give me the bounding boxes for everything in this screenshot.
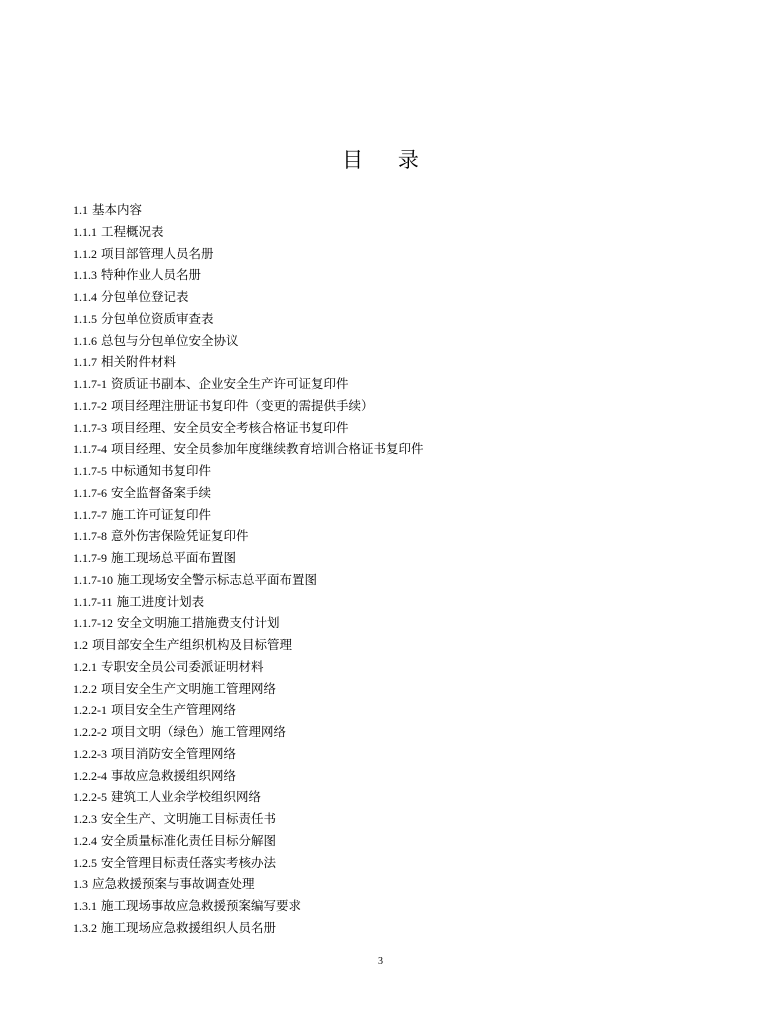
toc-entry-number: 1.2.1 <box>73 659 97 674</box>
toc-entry-title: 项目经理、安全员安全考核合格证书复印件 <box>111 419 349 435</box>
toc-entry <box>73 504 424 526</box>
toc-entry <box>73 199 424 221</box>
page-number: 3 <box>378 956 383 967</box>
toc-entry-number: 1.2.2-4 <box>73 768 107 783</box>
toc-entry-title: 事故应急救援组织网络 <box>111 767 237 783</box>
toc-entry-title: 安全质量标准化责任目标分解图 <box>101 832 277 848</box>
toc-entry <box>73 895 424 917</box>
toc-entry-title: 施工现场应急救援组织人员名册 <box>101 919 277 935</box>
toc-entry-title: 安全文明施工措施费支付计划 <box>117 615 280 631</box>
toc-entry-number: 1.1.2 <box>73 246 97 261</box>
toc-entry <box>73 482 424 504</box>
toc-entry <box>73 351 424 373</box>
toc-entry <box>73 830 424 852</box>
table-of-contents <box>73 199 424 939</box>
toc-entry-title: 基本内容 <box>92 202 143 217</box>
toc-entry <box>73 395 424 417</box>
toc-entry-number: 1.2.2-2 <box>73 725 107 739</box>
toc-entry <box>73 569 424 591</box>
toc-entry-title: 项目安全生产文明施工管理网络 <box>101 680 277 696</box>
toc-entry <box>73 699 424 721</box>
toc-entry-number: 1.3 <box>73 877 88 892</box>
toc-entry-title: 施工现场总平面布置图 <box>111 550 237 565</box>
toc-entry-number: 1.1.7-8 <box>73 529 107 544</box>
toc-entry-title: 项目经理注册证书复印件（变更的需提供手续） <box>111 397 374 413</box>
toc-entry-title: 项目部管理人员名册 <box>101 245 214 261</box>
toc-entry-number: 1.3.1 <box>73 899 97 913</box>
toc-entry-title: 项目文明（绿色）施工管理网络 <box>111 724 287 739</box>
toc-entry-number: 1.2.2-1 <box>73 703 107 718</box>
toc-entry <box>73 634 424 656</box>
toc-entry-title: 相关附件材料 <box>101 354 177 370</box>
toc-entry <box>73 547 424 569</box>
toc-entry-number: 1.1.7-6 <box>73 485 107 500</box>
toc-entry-number: 1.1.3 <box>73 268 97 283</box>
toc-entry-title: 资质证书副本、企业安全生产许可证复印件 <box>111 376 349 391</box>
toc-entry <box>73 743 424 765</box>
toc-entry <box>73 308 424 330</box>
toc-entry-title: 建筑工人业余学校组织网络 <box>111 789 262 805</box>
toc-entry-title: 项目部安全生产组织机构及目标管理 <box>92 637 293 652</box>
toc-entry-title: 施工现场事故应急救援预案编写要求 <box>101 898 302 913</box>
toc-entry <box>73 786 424 808</box>
page-title: 目 录 <box>342 148 433 172</box>
toc-entry-title: 项目安全生产管理网络 <box>111 702 237 718</box>
toc-entry-number: 1.2.2 <box>73 681 97 696</box>
toc-entry <box>73 917 424 939</box>
toc-entry <box>73 873 424 895</box>
toc-entry <box>73 721 424 743</box>
toc-entry <box>73 373 424 395</box>
toc-entry <box>73 417 424 439</box>
toc-entry-number: 1.1.7-5 <box>73 464 107 478</box>
toc-entry <box>73 243 424 265</box>
toc-entry-number: 1.1.7-7 <box>73 507 107 522</box>
toc-entry-number: 1.1.7-4 <box>73 442 107 457</box>
toc-entry <box>73 438 424 460</box>
toc-entry-title: 施工进度计划表 <box>116 593 205 609</box>
toc-entry-number: 1.1.7 <box>73 355 97 370</box>
toc-entry-number: 1.2.3 <box>73 812 97 826</box>
toc-entry <box>73 264 424 286</box>
toc-entry-number: 1.2 <box>73 638 88 652</box>
toc-entry-number: 1.1.7-2 <box>73 398 107 413</box>
toc-entry-number: 1.1 <box>73 203 88 217</box>
toc-entry-title: 意外伤害保险凭证复印件 <box>111 528 249 544</box>
toc-entry-title: 总包与分包单位安全协议 <box>101 332 239 348</box>
toc-entry-number: 1.2.5 <box>73 855 97 870</box>
toc-entry-title: 施工现场安全警示标志总平面布置图 <box>117 571 318 587</box>
toc-entry-title: 安全生产、文明施工目标责任书 <box>101 811 277 826</box>
toc-entry-title: 施工许可证复印件 <box>111 506 212 522</box>
toc-entry-title: 中标通知书复印件 <box>111 463 212 478</box>
toc-entry-number: 1.1.7-11 <box>73 594 113 609</box>
toc-entry-number: 1.1.5 <box>73 311 97 326</box>
toc-entry <box>73 678 424 700</box>
toc-entry-title: 工程概况表 <box>101 223 164 239</box>
toc-entry-number: 1.1.4 <box>73 290 97 304</box>
toc-entry <box>73 221 424 243</box>
toc-entry-title: 特种作业人员名册 <box>101 267 202 283</box>
toc-entry <box>73 525 424 547</box>
toc-entry <box>73 765 424 787</box>
toc-entry-number: 1.1.7-10 <box>73 572 113 587</box>
toc-entry-title: 安全管理目标责任落实考核办法 <box>101 854 277 870</box>
toc-entry-number: 1.2.4 <box>73 833 97 848</box>
toc-entry-number: 1.1.7-12 <box>73 616 113 631</box>
toc-entry-number: 1.1.1 <box>73 224 97 239</box>
toc-entry-number: 1.2.2-3 <box>73 746 107 761</box>
toc-entry-title: 项目消防安全管理网络 <box>111 745 237 761</box>
toc-entry-title: 专职安全员公司委派证明材料 <box>101 658 264 674</box>
toc-entry <box>73 591 424 613</box>
toc-entry-title: 项目经理、安全员参加年度继续教育培训合格证书复印件 <box>111 441 424 457</box>
toc-entry <box>73 460 424 482</box>
toc-entry-title: 分包单位资质审查表 <box>101 310 214 326</box>
toc-entry <box>73 612 424 634</box>
toc-entry-number: 1.2.2-5 <box>73 790 107 805</box>
toc-entry-title: 应急救援预案与事故调查处理 <box>92 876 255 892</box>
toc-entry-title: 安全监督备案手续 <box>111 484 212 500</box>
toc-entry-number: 1.1.7-9 <box>73 551 107 565</box>
toc-entry-number: 1.1.7-3 <box>73 420 107 435</box>
toc-entry-number: 1.1.6 <box>73 333 97 348</box>
toc-entry <box>73 852 424 874</box>
toc-entry-title: 分包单位登记表 <box>101 289 189 304</box>
toc-entry <box>73 286 424 308</box>
toc-entry <box>73 330 424 352</box>
toc-entry <box>73 656 424 678</box>
toc-entry <box>73 808 424 830</box>
toc-entry-number: 1.1.7-1 <box>73 377 107 391</box>
toc-entry-number: 1.3.2 <box>73 920 97 935</box>
